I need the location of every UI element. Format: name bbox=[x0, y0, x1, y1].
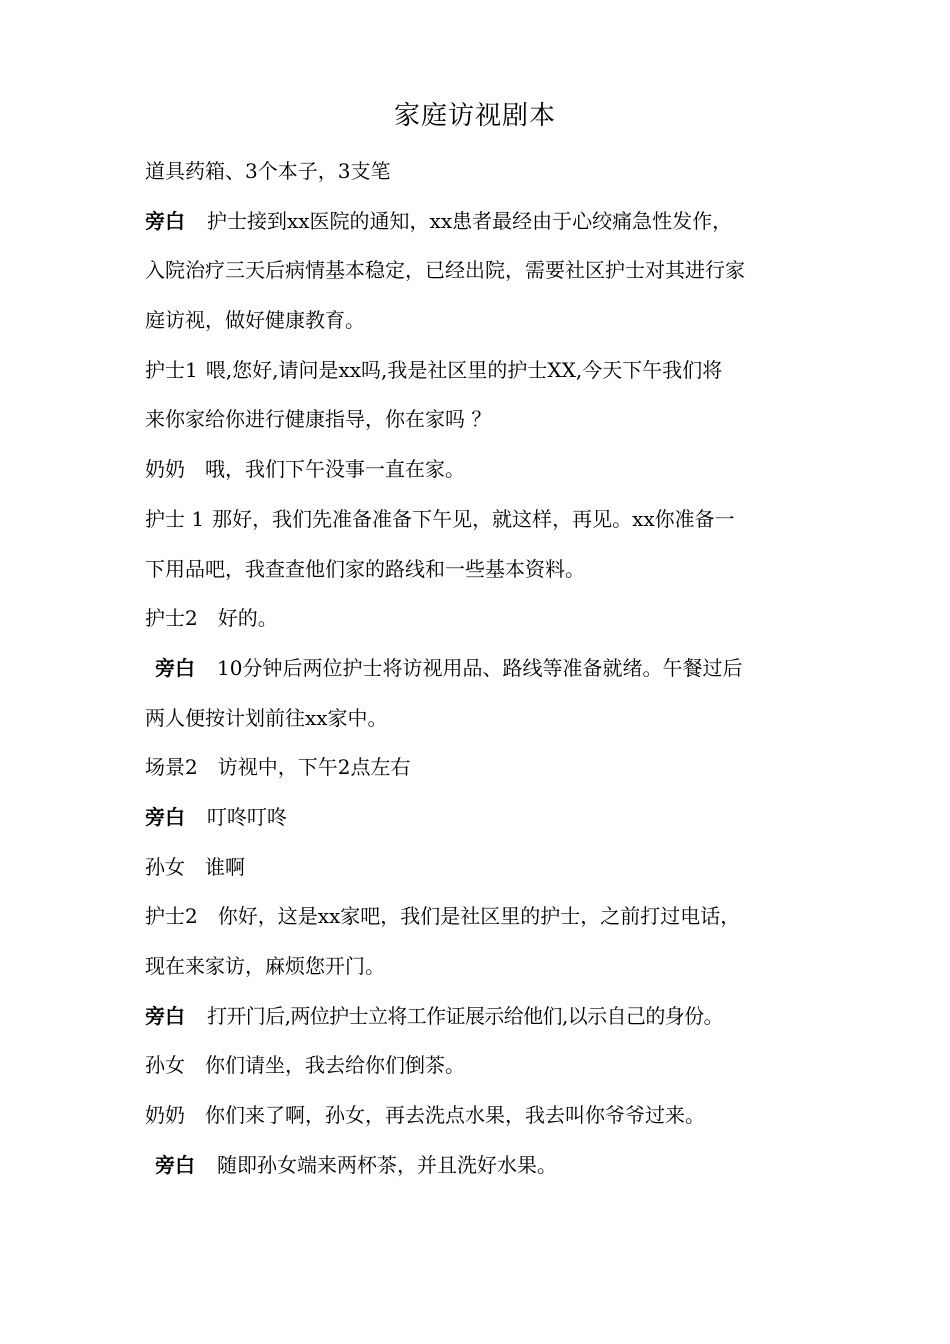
script-line bbox=[145, 1144, 815, 1194]
speaker-label: 奶奶 bbox=[145, 1103, 185, 1128]
script-line bbox=[145, 1044, 815, 1094]
line-text: 你好，这是xx家吧，我们是社区里的护士，之前打过电话， bbox=[217, 904, 741, 929]
line-text: 谁啊 bbox=[205, 854, 245, 879]
line-text: 好的。 bbox=[217, 606, 278, 631]
line-continuation: 庭访视，做好健康教育。 bbox=[145, 308, 365, 333]
script-line bbox=[145, 448, 815, 498]
speaker-label: 旁白 bbox=[145, 1003, 185, 1028]
line-text: 访视中，下午2点左右 bbox=[217, 755, 411, 780]
script-body bbox=[145, 150, 815, 1193]
line-continuation: 现在来家访，麻烦您开门。 bbox=[145, 954, 385, 978]
line-text: 哦，我们下午没事一直在家。 bbox=[205, 457, 465, 482]
speaker-label: 孙女 bbox=[145, 1053, 185, 1078]
line-text: 随即孙女端来两杯茶，并且洗好水果。 bbox=[217, 1152, 557, 1177]
line-continuation: 两人便按计划前往xx家中。 bbox=[145, 705, 388, 730]
line-continuation: 来你家给你进行健康指导，你在家吗 ？ bbox=[145, 407, 492, 432]
props-line: 道具药箱、3个本子，3支笔 bbox=[145, 159, 391, 183]
script-line bbox=[145, 498, 815, 548]
line-text: 你们请坐，我去给你们倒茶。 bbox=[205, 1053, 465, 1078]
speaker-label: 旁白 bbox=[145, 208, 185, 233]
script-line bbox=[145, 647, 815, 697]
script-line bbox=[145, 349, 815, 399]
speaker-label: 护士2 bbox=[145, 606, 198, 631]
line-continuation: 下用品吧，我查查他们家的路线和一些基本资料。 bbox=[145, 556, 585, 581]
line-text: 叮咚叮咚 bbox=[207, 804, 287, 829]
speaker-label: 旁白 bbox=[145, 804, 185, 829]
script-line bbox=[145, 597, 815, 647]
speaker-label: 奶奶 bbox=[145, 457, 185, 482]
speaker-label: 旁白 bbox=[155, 1152, 195, 1177]
speaker-label: 孙女 bbox=[145, 854, 185, 879]
script-line bbox=[145, 200, 815, 250]
line-text: 你们来了啊，孙女，再去洗点水果，我去叫你爷爷过来。 bbox=[205, 1103, 705, 1128]
script-line bbox=[145, 796, 815, 846]
script-line bbox=[145, 995, 815, 1045]
speaker-label: 护士2 bbox=[145, 904, 198, 929]
scene-label: 场景2 bbox=[145, 755, 198, 780]
script-line bbox=[145, 1094, 815, 1144]
line-text: 打开门后,两位护士立将工作证展示给他们,以示自己的身份。 bbox=[207, 1003, 723, 1028]
speaker-label: 旁白 bbox=[155, 655, 195, 680]
line-text: 护士接到xx医院的通知，xx患者最经由于心绞痛急性发作， bbox=[207, 208, 733, 233]
speaker-label: 护士 1 bbox=[145, 506, 205, 531]
line-text: 10分钟后两位护士将访视用品、路线等准备就绪。午餐过后 bbox=[217, 655, 743, 680]
line-text: 喂,您好,请问是xx吗,我是社区里的护士XX,今天下午我们将 bbox=[205, 357, 723, 382]
line-continuation: 入院治疗三天后病情基本稳定，已经出院，需要社区护士对其进行家 bbox=[145, 258, 745, 283]
document-title: 家庭访视剧本 bbox=[393, 101, 556, 131]
script-line bbox=[145, 846, 815, 896]
line-text: 那好，我们先准备准备下午见，就这样，再见。xx你准备一 bbox=[212, 506, 735, 531]
speaker-label: 护士1 bbox=[145, 357, 198, 382]
scene-heading bbox=[145, 746, 815, 796]
script-line bbox=[145, 895, 815, 945]
